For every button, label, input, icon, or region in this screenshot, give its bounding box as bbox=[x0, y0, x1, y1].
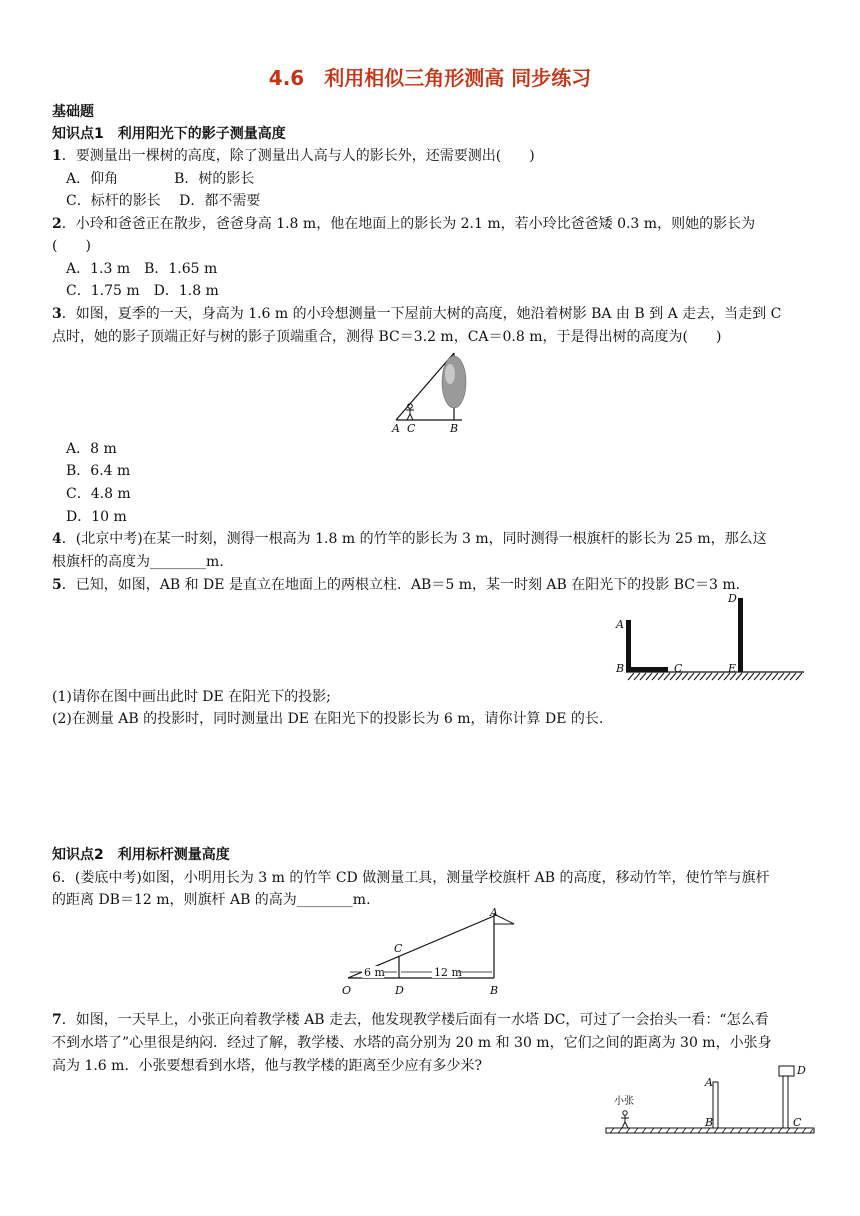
q6-label-c: C bbox=[394, 942, 403, 955]
q3-stem bbox=[52, 304, 781, 324]
q3-label-a: A bbox=[392, 422, 400, 435]
q3-option: D．10 m bbox=[66, 509, 127, 525]
page-title: 4.6 利用相似三角形测高 同步练习 bbox=[268, 66, 592, 90]
q1-stem bbox=[52, 146, 535, 166]
person-leg bbox=[407, 414, 410, 420]
q7-label-d: D bbox=[797, 1064, 806, 1077]
q5-label-c: C bbox=[674, 662, 683, 675]
q5-label-a: A bbox=[616, 618, 624, 631]
q3-label-c: C bbox=[407, 422, 416, 435]
q4-stem-line2: 根旗杆的高度为________m. bbox=[52, 554, 224, 570]
q5-sub2: (2)在测量 AB 的投影时，同时测量出 DE 在阳光下的投影长为 6 m，请你计算 DE 的长. bbox=[52, 711, 604, 727]
section-kp2: 知识点2 利用标杆测量高度 bbox=[52, 847, 230, 863]
q5-text: ．已知，如图，AB 和 DE 是直立在地面上的两根立柱．AB＝5 m，某一时刻 AB 在阳光下的投影 BC＝3 m. bbox=[61, 577, 741, 593]
q7-person-leg bbox=[625, 1122, 628, 1128]
q3-text: ．如图，夏季的一天，身高为 1.6 m 的小玲想测量一下屋前大树的高度，她沿着树影 BA 由 B 到 A 走去，当走到 C bbox=[61, 306, 782, 322]
section-basic: 基础题 bbox=[52, 104, 94, 120]
q7-number: 7 bbox=[52, 1012, 62, 1028]
q5-pillar-ab bbox=[626, 620, 631, 672]
q7-label-b: B bbox=[705, 1116, 714, 1129]
q3-option: C．4.8 m bbox=[66, 486, 131, 502]
q7-person-leg bbox=[622, 1122, 625, 1128]
q5-label-b: B bbox=[616, 662, 625, 675]
q6-label-b: B bbox=[490, 984, 499, 997]
q7-stem-line3: 高为 1.6 m．小张要想看到水塔，他与教学楼的距离至少应有多少米? bbox=[52, 1058, 482, 1074]
person-icon bbox=[623, 1111, 627, 1115]
person-leg bbox=[410, 414, 413, 420]
q6-stem-line2: 的距离 DB＝12 m，则旗杆 AB 的高为________m. bbox=[52, 892, 371, 908]
q7-figure bbox=[600, 1062, 820, 1146]
q4-stem bbox=[52, 529, 767, 549]
q3-option: A．8 m bbox=[66, 441, 117, 457]
q7-label-a: A bbox=[705, 1076, 713, 1089]
section-kp1: 知识点1 利用阳光下的影子测量高度 bbox=[52, 126, 286, 142]
q4-number: 4 bbox=[52, 531, 62, 547]
q4-text: ．(北京中考)在某一时刻，测得一根高为 1.8 m 的竹竿的影长为 3 m，同时测得一根旗杆的影长为 25 m，那么这 bbox=[61, 531, 767, 547]
q6-label-d: D bbox=[395, 984, 404, 997]
tree-highlight bbox=[445, 364, 455, 384]
q5-label-d: D bbox=[728, 592, 737, 605]
q5-figure bbox=[612, 590, 812, 682]
q2-number: 2 bbox=[52, 216, 62, 232]
q7-person-label: 小张 bbox=[614, 1096, 634, 1107]
q7-text: ．如图，一天早上，小张正向着教学楼 AB 走去，他发现教学楼后面有一水塔 DC，可过了一会抬头一看：“怎么看 bbox=[61, 1012, 769, 1028]
q7-tower-dc bbox=[783, 1076, 788, 1128]
q5-sub1: (1)请你在图中画出此时 DE 在阳光下的投影; bbox=[52, 689, 331, 705]
q2-stem bbox=[52, 214, 755, 234]
q6-figure bbox=[338, 904, 518, 1000]
q5-number: 5 bbox=[52, 577, 62, 593]
water-tank-icon bbox=[779, 1066, 794, 1076]
q7-stem bbox=[52, 1010, 769, 1030]
q3-stem-line2: 点时，她的影子顶端正好与树的影子顶端重合，测得 BC＝3.2 m，CA＝0.8 m，于是得出树的高度为( ) bbox=[52, 329, 722, 345]
q2-text: ．小玲和爸爸正在散步，爸爸身高 1.8 m，他在地面上的影长为 2.1 m，若小玲比爸爸矮 0.3 m，则她的影长为 bbox=[61, 216, 756, 232]
q5-shadow-bc bbox=[626, 667, 668, 672]
tree-icon bbox=[442, 356, 466, 408]
q2-option-row: A．1.3 m B．1.65 m bbox=[66, 261, 218, 277]
q5-ground-hatch bbox=[628, 673, 802, 680]
q1-text: ．要测量出一棵树的高度，除了测量出人高与人的影长外，还需要测出( ) bbox=[61, 148, 535, 164]
q3-figure bbox=[388, 352, 488, 438]
q2-option-row: C．1.75 m D．1.8 m bbox=[66, 283, 219, 299]
q2-stem-line2: ( ) bbox=[52, 238, 91, 254]
q6-stem: 6．(娄底中考)如图，小明用长为 3 m 的竹竿 CD 做测量工具，测量学校旗杆 AB 的高度，移动竹竿，使竹竿与旗杆 bbox=[52, 870, 770, 886]
q6-label-o: O bbox=[342, 984, 352, 997]
q1-option-row: A．仰角 B．树的影长 bbox=[66, 171, 255, 187]
q3-label-b: B bbox=[450, 422, 459, 435]
q7-building-ab bbox=[713, 1082, 718, 1128]
q6-dim-6m-label: 6 m bbox=[364, 966, 385, 979]
q6-label-a: A bbox=[490, 906, 498, 919]
q3-option: B．6.4 m bbox=[66, 463, 131, 479]
q1-number: 1 bbox=[52, 148, 62, 164]
q6-dim-12m-label: 12 m bbox=[434, 966, 462, 979]
q1-option-row: C．标杆的影长 D．都不需要 bbox=[66, 193, 261, 209]
q5-label-e: E bbox=[728, 662, 737, 675]
q7-label-c: C bbox=[793, 1116, 802, 1129]
q5-pillar-de bbox=[738, 598, 743, 672]
q3-number: 3 bbox=[52, 306, 62, 322]
q7-stem-line2: 不到水塔了”心里很是纳闷．经过了解，教学楼、水塔的高分别为 20 m 和 30 m，它们之间的距离为 30 m，小张身 bbox=[52, 1035, 772, 1051]
